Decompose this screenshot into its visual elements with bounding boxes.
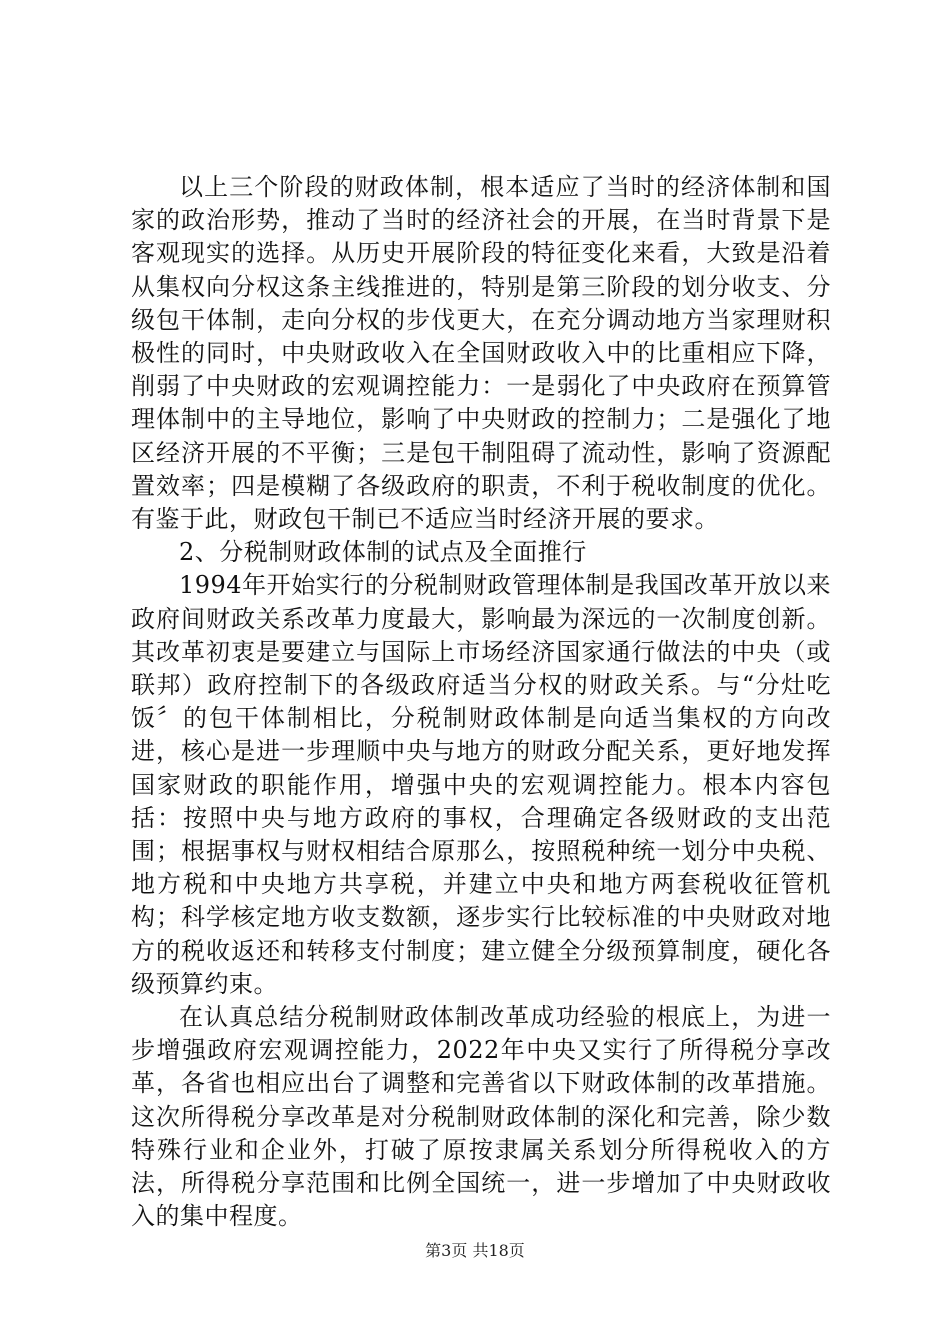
section-heading-tax-sharing: 2、分税制财政体制的试点及全面推行 <box>179 538 587 567</box>
paragraph-fiscal-stages: 以上三个阶段的财政体制，根本适应了当时的经济体制和国家的政治形势，推动了当时的经济社会的开展，在当时背景下是客观现实的选择。从历史开展阶段的特征变化来看，大致是沿着从集权向分权这条主线推进的，特别是第三阶段的划分收支、分级包干体制，走向分权的步伐更大，在充分调动地方当家理财积极性的同时，中央财政收入在全国财政收入中的比重相应下降，削弱了中央财政的宏观调控能力：一是弱化了中央政府在预算管理体制中的主导地位，影响了中央财政的控制力；二是强化了地区经济开展的不平衡；三是包干制阻碍了流动性，影响了资源配置效率；四是模糊了各级政府的职责，不利于税收制度的优化。有鉴于此，财政包干制已不适应当时经济开展的要求。 <box>131 173 831 534</box>
document-body <box>131 171 831 1234</box>
paragraph-income-tax-reform: 在认真总结分税制财政体制改革成功经验的根底上，为进一步增强政府宏观调控能力，2022年中央又实行了所得税分享改革，各省也相应出台了调整和完善省以下财政体制的改革措施。这次所得税分享改革是对分税制财政体制的深化和完善，除少数特殊行业和企业外，打破了原按隶属关系划分所得税收入的方法，所得税分享范围和比例全国统一，进一步增加了中央财政收入的集中程度。 <box>131 1003 831 1231</box>
page-number-footer: 第3页 共18页 <box>425 1241 525 1260</box>
paragraph-tax-sharing-1994: 1994年开始实行的分税制财政管理体制是我国改革开放以来政府间财政关系改革力度最大，影响最为深远的一次制度创新。其改革初衷是要建立与国际上市场经济国家通行做法的中央（或联邦）政府控制下的各级政府适当分权的财政关系。与“分灶吃饭〞的包干体制相比，分税制财政体制是向适当集权的方向改进，核心是进一步理顺中央与地方的财政分配关系，更好地发挥国家财政的职能作用，增强中央的宏观调控能力。根本内容包括：按照中央与地方政府的事权，合理确定各级财政的支出范围；根据事权与财权相结合原那么，按照税种统一划分中央税、地方税和中央地方共享税，并建立中央和地方两套税收征管机构；科学核定地方收支数额，逐步实行比较标准的中央财政对地方的税收返还和转移支付制度；建立健全分级预算制度，硬化各级预算约束。 <box>131 571 831 998</box>
